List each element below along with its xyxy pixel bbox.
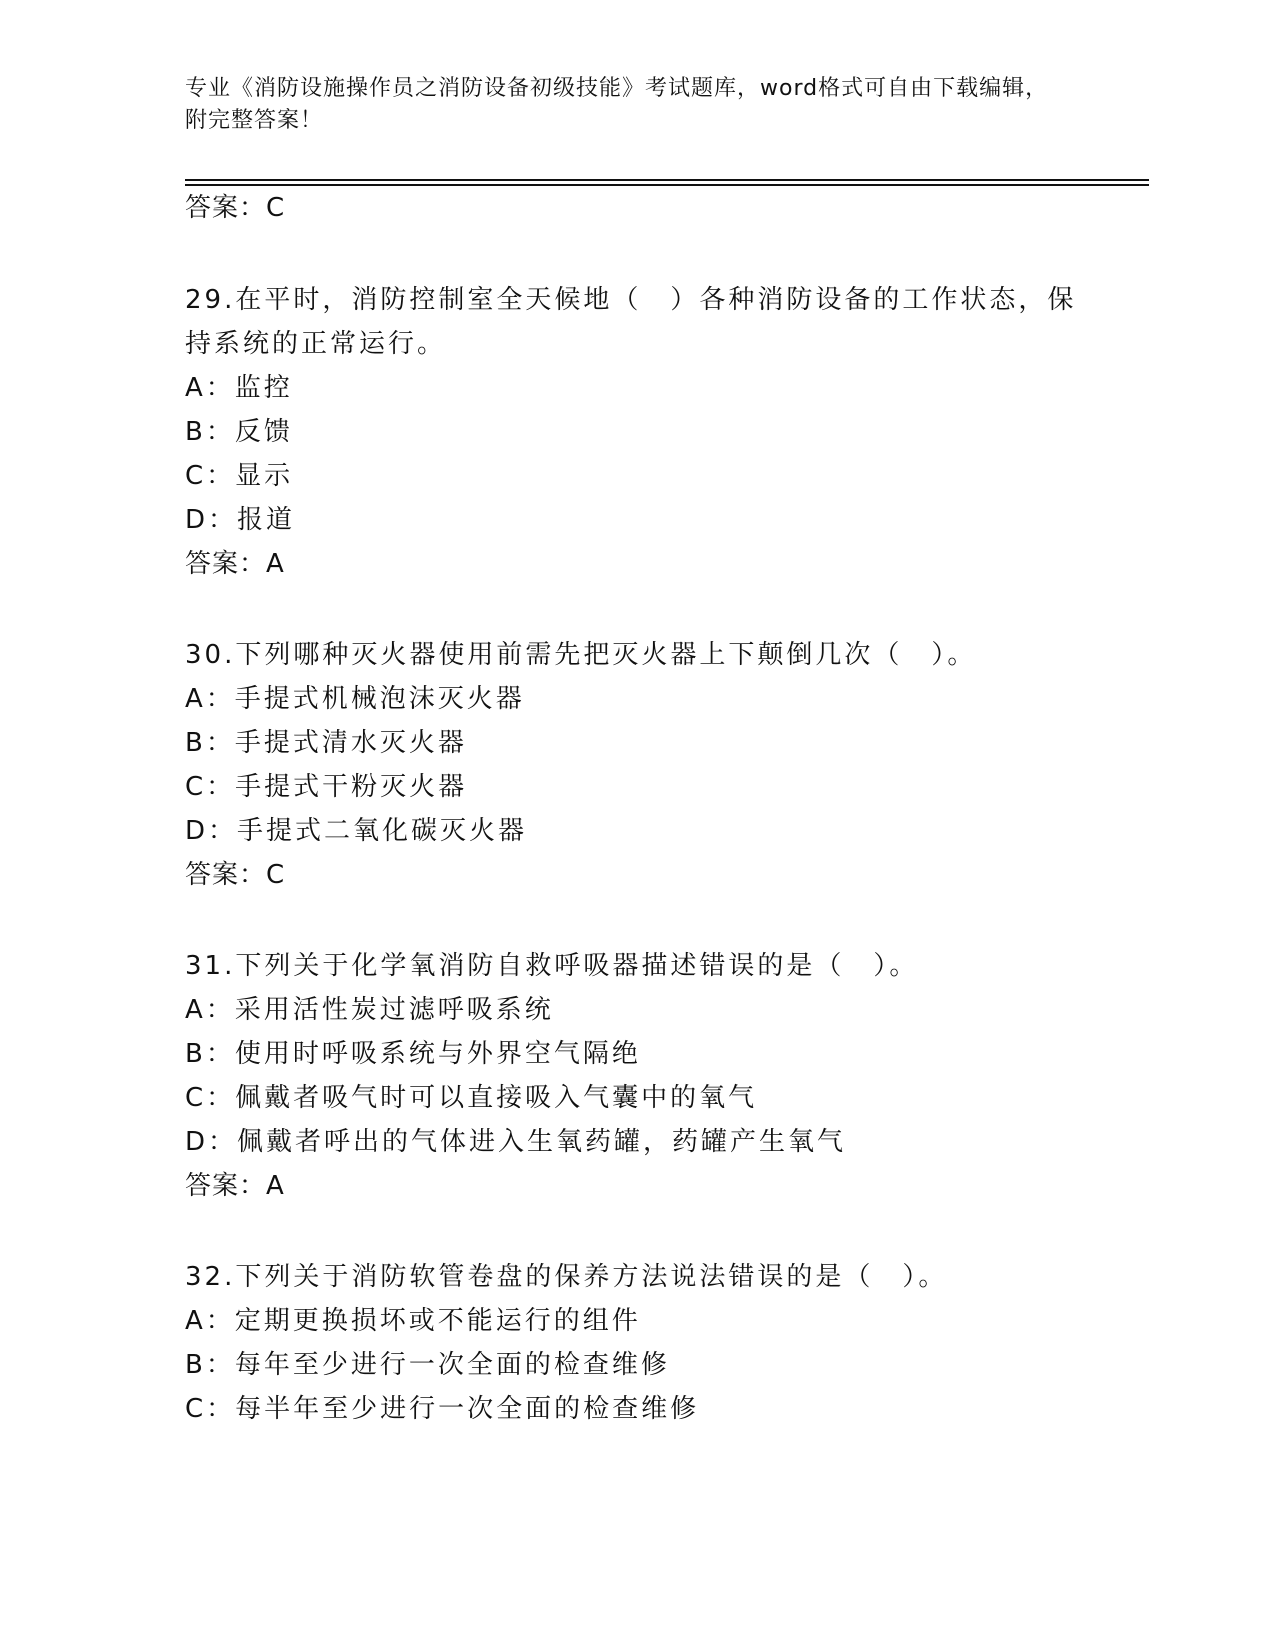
question-29-option-a: A：监控 bbox=[185, 373, 293, 403]
answer-29: 答案：A bbox=[185, 549, 285, 579]
question-30-option-a: A：手提式机械泡沫灭火器 bbox=[185, 684, 525, 714]
question-32-option-c: C：每半年至少进行一次全面的检查维修 bbox=[185, 1394, 700, 1424]
question-30-option-b: B：手提式清水灭火器 bbox=[185, 728, 467, 758]
question-32-option-a: A：定期更换损坏或不能运行的组件 bbox=[185, 1306, 641, 1336]
answer-30: 答案：C bbox=[185, 860, 286, 890]
question-29-option-c: C：显示 bbox=[185, 461, 294, 491]
question-32-option-b: B：每年至少进行一次全面的检查维修 bbox=[185, 1350, 670, 1380]
question-29-option-b: B：反馈 bbox=[185, 417, 293, 447]
document-header: 专业《消防设施操作员之消防设备初级技能》考试题库，word格式可自由下载编辑，附完整答案！ bbox=[185, 76, 1049, 133]
question-29-text-cont: 持系统的正常运行。 bbox=[185, 329, 447, 359]
header-divider-top bbox=[185, 179, 1149, 181]
question-32-text: 32.下列关于消防软管卷盘的保养方法说法错误的是（ ）。 bbox=[185, 1262, 948, 1292]
question-29-option-d: D：报道 bbox=[185, 505, 296, 535]
question-29-text: 29.在平时，消防控制室全天候地（ ）各种消防设备的工作状态，保 bbox=[185, 285, 1077, 315]
answer-31: 答案：A bbox=[185, 1171, 285, 1201]
question-30-text: 30.下列哪种灭火器使用前需先把灭火器上下颠倒几次（ ）。 bbox=[185, 640, 977, 670]
question-31-option-a: A：采用活性炭过滤呼吸系统 bbox=[185, 995, 554, 1025]
question-31-option-c: C：佩戴者吸气时可以直接吸入气囊中的氧气 bbox=[185, 1083, 758, 1113]
question-30-option-c: C：手提式干粉灭火器 bbox=[185, 772, 468, 802]
question-31-option-b: B：使用时呼吸系统与外界空气隔绝 bbox=[185, 1039, 641, 1069]
answer-28: 答案：C bbox=[185, 193, 286, 223]
question-31-text: 31.下列关于化学氧消防自救呼吸器描述错误的是（ ）。 bbox=[185, 951, 919, 981]
question-30-option-d: D：手提式二氧化碳灭火器 bbox=[185, 816, 528, 846]
header-divider-bottom bbox=[185, 184, 1149, 186]
question-31-option-d: D：佩戴者呼出的气体进入生氧药罐，药罐产生氧气 bbox=[185, 1127, 847, 1157]
